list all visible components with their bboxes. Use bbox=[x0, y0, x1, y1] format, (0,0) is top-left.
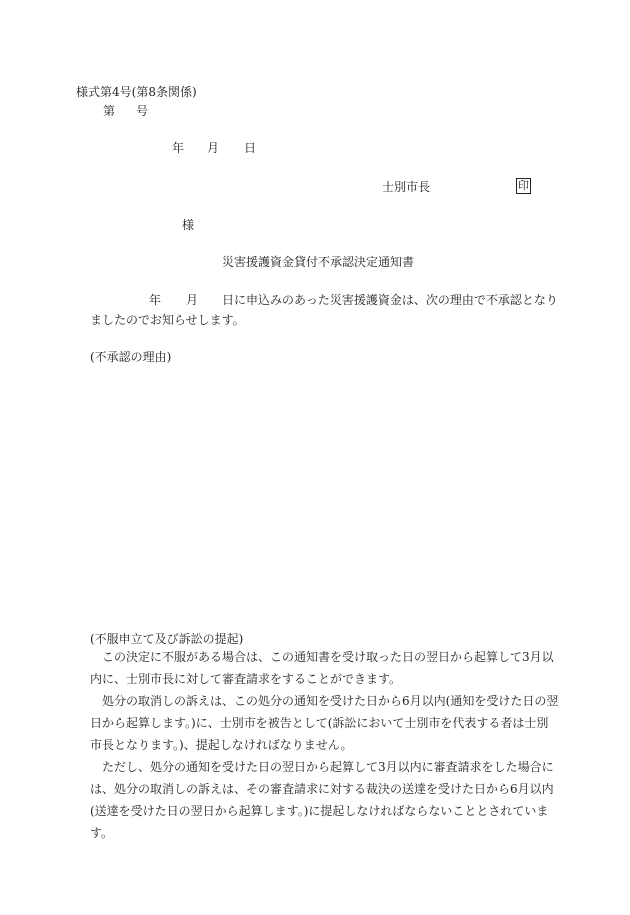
form-label: 様式第4号(第8条関係) bbox=[76, 85, 197, 99]
body-month: 月 bbox=[186, 293, 199, 307]
addressee-suffix: 様 bbox=[182, 218, 195, 232]
body-year: 年 bbox=[149, 293, 162, 307]
body-text-line2: ましたのでお知らせします。 bbox=[90, 313, 245, 327]
issuer-title: 士別市長 bbox=[382, 180, 431, 194]
date-year: 年 bbox=[172, 141, 185, 155]
date-month: 月 bbox=[207, 141, 220, 155]
body-text-line1: 日に申込みのあった災害援護資金は、次の理由で不承認となり bbox=[222, 293, 558, 307]
number-go: 号 bbox=[136, 104, 149, 118]
issuer-seal bbox=[516, 178, 531, 194]
appeal-paragraph-2: 処分の取消しの訴えは、この処分の通知を受けた日から6月以内(通知を受けた日の翌日から起算します。)に、士別市を被告として(訴訟において士別市を代表する者は士別市長となります。)、提起しなければなりません。 bbox=[90, 694, 559, 752]
appeal-paragraph-3: ただし、処分の通知を受けた日の翌日から起算して3月以内に審査請求をした場合には、処分の取消しの訴えは、その審査請求に対する裁決の送達を受けた日から6月以内(送達を受けた日の翌日から起算します。)に提起しなければならないこととされています。 bbox=[90, 760, 554, 840]
appeal-paragraph-1: この決定に不服がある場合は、この通知書を受け取った日の翌日から起算して3月以内に、士別市長に対して審査請求をすることができます。 bbox=[90, 650, 554, 686]
appeal-heading: (不服申立て及び訴訟の提起) bbox=[90, 632, 244, 646]
number-dai: 第 bbox=[103, 104, 116, 118]
document-title: 災害援護資金貸付不承認決定通知書 bbox=[222, 255, 415, 269]
date-day: 日 bbox=[244, 141, 257, 155]
reason-heading: (不承認の理由) bbox=[90, 350, 172, 364]
seal-mark: 印 bbox=[518, 179, 529, 192]
